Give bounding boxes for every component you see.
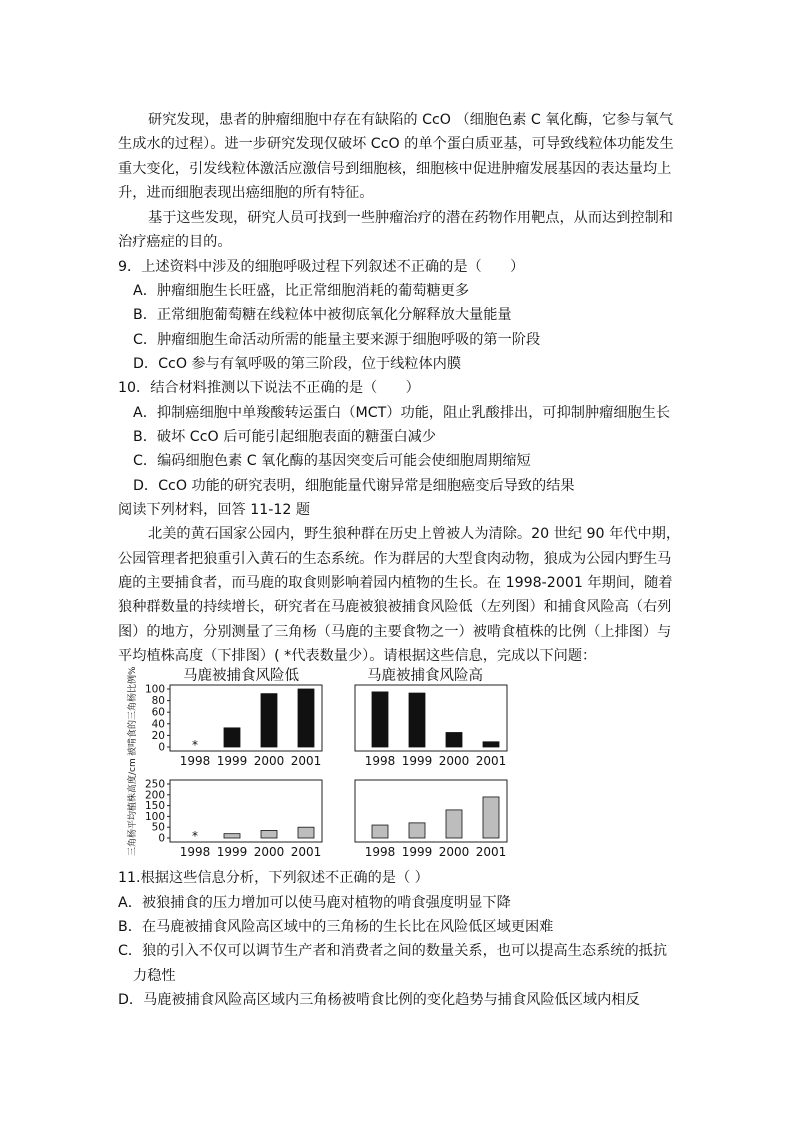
bar-note: *	[192, 738, 198, 752]
bar-note: *	[192, 829, 198, 843]
passage2-line6: 平均植株高度（下排图）( *代表数量少）。请根据这些信息，完成以下问题：	[118, 648, 597, 664]
passage1-line6: 治疗癌症的目的。	[118, 234, 232, 250]
passage2-line2: 公园管理者把狼重引入黄石的生态系统。作为群居的大型食肉动物，狼成为公园内野生马	[118, 551, 672, 567]
chart-high-risk-browsed	[352, 683, 512, 773]
x-tick-label: 2001	[475, 845, 507, 859]
q11-option-c-line2: 力稳性	[133, 968, 176, 984]
chart-low-risk-browsed	[140, 683, 330, 773]
bar-1999	[409, 823, 425, 838]
bar-2000	[446, 810, 462, 838]
chart-high-risk-height	[352, 774, 512, 864]
x-tick-label: 1999	[401, 754, 433, 768]
bar-2001	[298, 689, 314, 747]
q9-option-d: D．CcO 参与有氧呼吸的第三阶段，位于线粒体内膜	[133, 356, 462, 372]
passage2-line3: 鹿的主要捕食者，而马鹿的取食则影响着园内植物的生长。在 1998-2001 年期间，随着	[118, 575, 673, 591]
bar-2001	[483, 797, 499, 838]
top-row-ylabel: 被啃食的三角杨比例%	[128, 666, 138, 756]
x-tick-label: 1998	[364, 845, 396, 859]
q11-stem: 11.根据这些信息分析，下列叙述不正确的是（ ）	[118, 870, 429, 886]
x-tick-label: 2000	[253, 754, 285, 768]
q10-option-b: B．破坏 CcO 后可能引起细胞表面的糖蛋白减少	[133, 429, 437, 445]
bar-2000	[261, 830, 277, 838]
passage2-line5: 图）的地方，分别测量了三角杨（马鹿的主要食物之一）被啃食植株的比例（上排图）与	[118, 624, 672, 640]
bottom-ylabel-svg	[124, 758, 140, 858]
passage2-line4: 狼种群数量的持续增长，研究者在马鹿被狼被捕食风险低（左列图）和捕食风险高（右列	[118, 599, 672, 615]
y-tick-label: 50	[151, 821, 165, 834]
passage1-line4: 升，进而细胞表现出癌细胞的所有特征。	[118, 185, 374, 201]
q11-option-d: D．马鹿被捕食风险高区域内三角杨被啃食比例的变化趋势与捕食风险低区域内相反	[118, 992, 640, 1008]
y-tick-label: 150	[144, 800, 165, 813]
q10-option-d: D．CcO 功能的研究表明，细胞能量代谢异常是细胞癌变后导致的结果	[133, 478, 575, 494]
y-tick-label: 200	[144, 789, 165, 802]
y-tick-label: 40	[151, 718, 165, 731]
bar-1998	[372, 692, 388, 747]
x-tick-label: 2001	[290, 845, 322, 859]
bar-2001	[483, 742, 499, 747]
y-tick-label: 250	[144, 778, 165, 791]
passage2-line1: 北美的黄石国家公园内，野生狼种群在历史上曾被人为清除。20 世纪 90 年代中期，	[148, 526, 681, 542]
bar-2000	[261, 694, 277, 747]
q11-option-c-line1: C．狼的引入不仅可以调节生产者和消费者之间的数量关系，也可以提高生态系统的抵抗	[118, 943, 668, 959]
x-tick-label: 1998	[179, 845, 211, 859]
bar-1999	[224, 728, 240, 747]
x-tick-label: 1998	[364, 754, 396, 768]
x-tick-label: 2000	[438, 845, 470, 859]
y-tick-label: 0	[158, 741, 165, 754]
bar-2000	[446, 733, 462, 748]
passage1-line1: 研究发现，患者的肿瘤细胞中存在有缺陷的 CcO （细胞色素 C 氧化酶，它参与氧气	[148, 112, 674, 128]
x-tick-label: 1999	[216, 845, 248, 859]
q11-option-a: A．被狼捕食的压力增加可以使马鹿对植物的啃食强度明显下降	[118, 895, 511, 911]
x-tick-label: 2000	[438, 754, 470, 768]
passage2-intro: 阅读下列材料，回答 11-12 题	[118, 502, 311, 518]
q10-stem: 10．结合材料推测以下说法不正确的是（ ）	[118, 380, 420, 396]
bar-1999	[224, 834, 240, 838]
x-tick-label: 1999	[216, 754, 248, 768]
x-tick-label: 2001	[475, 754, 507, 768]
q10-option-c: C．编码细胞色素 C 氧化酶的基因突变后可能会使细胞周期缩短	[133, 453, 531, 469]
y-tick-label: 0	[158, 832, 165, 845]
bar-2001	[298, 827, 314, 838]
chart-low-risk-height	[140, 774, 330, 864]
q9-option-a: A．肿瘤细胞生长旺盛，比正常细胞消耗的葡萄糖更多	[133, 283, 470, 299]
x-tick-label: 2001	[290, 754, 322, 768]
passage1-line2: 生成水的过程）。进一步研究发现仅破坏 CcO 的单个蛋白质亚基，可导致线粒体功能发生	[118, 136, 674, 152]
q9-stem: 9．上述资料中涉及的细胞呼吸过程下列叙述不正确的是（ ）	[118, 259, 525, 275]
top-ylabel-svg	[124, 666, 140, 758]
q10-option-a: A．抑制癌细胞中单羧酸转运蛋白（MCT）功能，阻止乳酸排出，可抑制肿瘤细胞生长	[133, 405, 671, 421]
q11-option-b: B．在马鹿被捕食风险高区域中的三角杨的生长比在风险低区域更困难	[118, 919, 554, 935]
passage1-line5: 基于这些发现，研究人员可找到一些肿瘤治疗的潜在药物作用靶点，从而达到控制和	[148, 210, 673, 226]
x-tick-label: 1999	[401, 845, 433, 859]
y-tick-label: 80	[151, 695, 165, 708]
x-tick-label: 2000	[253, 845, 285, 859]
x-tick-label: 1998	[179, 754, 211, 768]
q9-option-b: B．正常细胞葡萄糖在线粒体中被彻底氧化分解释放大量能量	[133, 307, 512, 323]
y-tick-label: 60	[151, 706, 165, 719]
bottom-row-ylabel: 三角杨平均植株高度/cm	[128, 758, 138, 856]
y-tick-label: 100	[144, 683, 165, 696]
y-tick-label: 100	[144, 810, 165, 823]
bar-1999	[409, 693, 425, 747]
bar-1998	[372, 825, 388, 838]
y-tick-label: 20	[151, 729, 165, 742]
passage1-line3: 重大变化，引发线粒体激活应激信号到细胞核，细胞核中促进肿瘤发展基因的表达量均上	[118, 161, 672, 177]
chart-title-high-risk: 马鹿被捕食风险高	[367, 668, 483, 684]
chart-title-low-risk: 马鹿被捕食风险低	[183, 668, 299, 684]
q9-option-c: C．肿瘤细胞生命活动所需的能量主要来源于细胞呼吸的第一阶段	[133, 332, 541, 348]
